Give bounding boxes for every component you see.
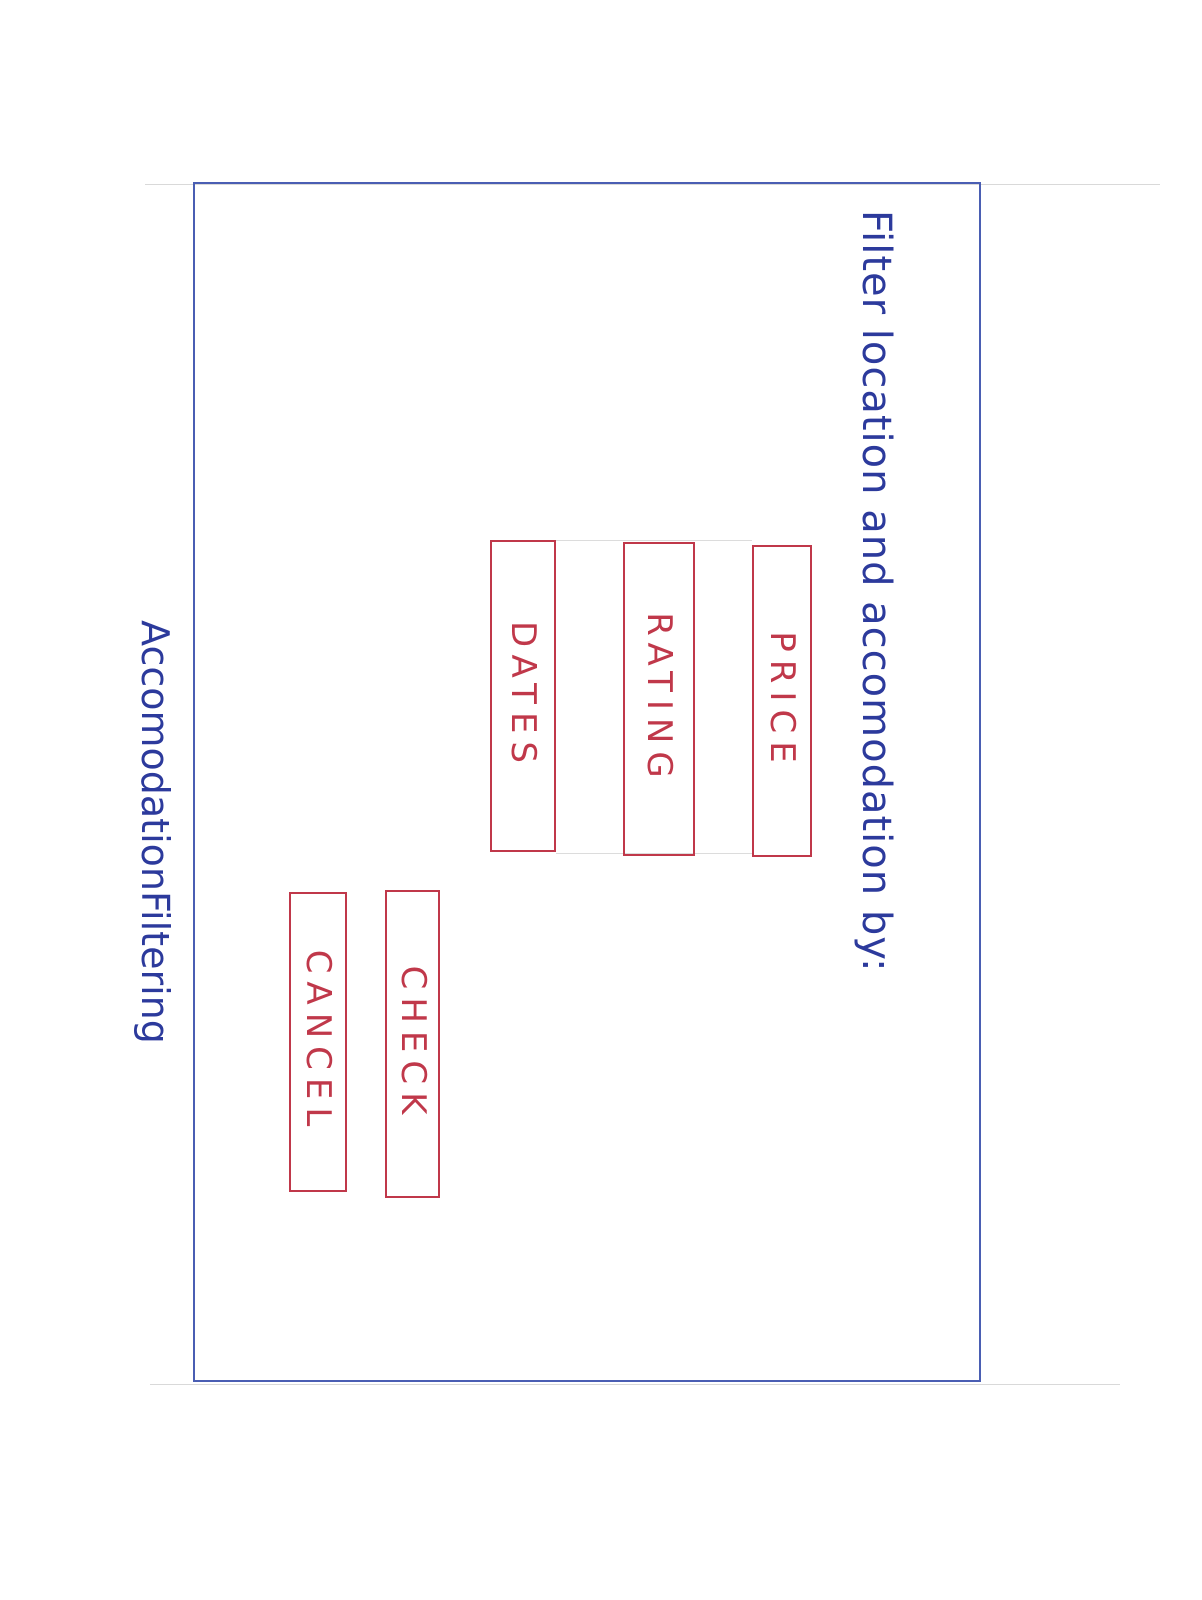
check-button-label: CHECK [392, 965, 433, 1123]
screen-caption: AccomodationFiltering [133, 620, 177, 1044]
dates-filter-label: DATES [503, 620, 543, 772]
price-filter-button[interactable] [752, 545, 812, 857]
rating-filter-button[interactable] [623, 542, 695, 856]
price-filter-label: PRICE [762, 631, 802, 771]
cancel-button[interactable] [289, 892, 347, 1192]
cancel-button-label: CANCEL [298, 949, 338, 1135]
guide-line-bottom [150, 1384, 1120, 1385]
rating-filter-label: RATING [639, 612, 679, 786]
sketch-guide-line [556, 540, 752, 541]
check-button[interactable] [385, 890, 440, 1198]
dates-filter-button[interactable] [490, 540, 556, 852]
page-title: Filter location and accomodation by: [853, 210, 899, 973]
